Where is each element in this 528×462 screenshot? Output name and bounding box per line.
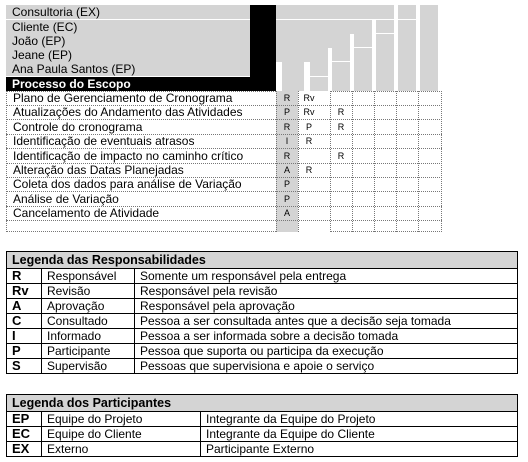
legend-code: A [7,299,42,314]
participant-label-4: Jeane (EP) [12,48,73,62]
activity-row [6,177,442,191]
legend-description: Somente um responsável pela entrega [135,269,518,284]
participant-legend-title: Legenda dos Participantes [7,395,518,412]
legend-name: Responsável [42,269,135,284]
responsibility-legend-row [7,344,518,359]
legend-code: I [7,329,42,344]
activity-row [6,134,442,148]
responsibility-legend-row [7,269,518,284]
legend-name: Consultado [42,314,135,329]
participant-legend-row [7,427,518,442]
responsibility-legend-row [7,314,518,329]
column-drop-1c [282,62,306,91]
responsibility-legend-rows [7,269,518,374]
raci-cell: Rv [303,93,315,103]
participant-label-5: Ana Paula Santos (EP) [12,62,136,76]
activity-label: Plano de Gerenciamento de Cronograma [13,91,233,105]
legend-name: Aprovação [42,299,135,314]
activity-row [6,149,442,163]
legend-header-row [7,395,518,412]
legend-code: S [7,359,42,374]
activity-row [6,192,442,206]
legend-name: Participante [42,344,135,359]
legend-description: Responsável pela aprovação [135,299,518,314]
activity-row [6,105,442,119]
row-divider [6,220,442,221]
legend-description: Participante Externo [201,442,518,457]
raci-cell: R [337,122,345,132]
participant-legend-rows [7,412,518,457]
raci-cell: P [283,179,290,189]
participant-label-1: Consultoria (EX) [12,5,101,19]
activity-label: Alteração das Datas Planejadas [13,163,184,177]
responsibility-legend-row [7,284,518,299]
column-drop-1 [310,77,328,91]
raci-cell: R [337,151,345,161]
raci-cell: R [283,151,291,161]
legend-code: EC [7,427,42,442]
raci-cell: A [283,208,290,218]
legend-name: Equipe do Projeto [42,412,201,427]
legend-code: P [7,344,42,359]
raci-cell: R [283,122,291,132]
legend-description: Responsável pela revisão [135,284,518,299]
activity-row [6,120,442,134]
legend-code: C [7,314,42,329]
legend-name: Supervisão [42,359,135,374]
legend-description: Pessoa que suporta ou participa da execução [135,344,518,359]
responsibility-legend-row [7,359,518,374]
participant-legend-row [7,442,518,457]
raci-cell: P [305,122,312,132]
participant-label-3: João (EP) [12,34,66,48]
legend-description: Pessoas que supervisiona e apoie o serviço [135,359,518,374]
participant-label-2: Cliente (EC) [12,20,78,34]
legend-name: Externo [42,442,201,457]
legend-description: Pessoa a ser consultada antes que a decisão seja tomada [135,314,518,329]
activity-row [6,91,442,105]
column-drop-2b [332,62,350,91]
responsibility-legend-row [7,299,518,314]
activity-row [6,163,442,177]
column-drop-5b [398,20,416,91]
raci-cell: Rv [303,107,315,117]
raci-cell: R [283,93,291,103]
activity-row [6,206,442,220]
responsibility-legend-row [7,329,518,344]
legend-name: Revisão [42,284,135,299]
legend-header-row [7,252,518,269]
activity-label: Identificação de eventuais atrasos [13,134,195,148]
participant-legend-row [7,412,518,427]
activity-label: Atualizações do Andamento das Atividades [13,105,243,119]
legend-code: EX [7,442,42,457]
activity-label: Coleta dos dados para análise de Variação [13,177,242,191]
activity-label: Controle do cronograma [13,120,143,134]
legend-description: Integrante da Equipe do Cliente [201,427,518,442]
legend-code: R [7,269,42,284]
raci-cell: R [337,107,345,117]
legend-description: Pessoa a ser informada sobre a decisão tomada [135,329,518,344]
raci-cell: P [283,107,290,117]
column-drop-4b [376,34,394,91]
legend-code: Rv [7,284,42,299]
legend-description: Integrante da Equipe do Projeto [201,412,518,427]
raci-cell: R [305,136,313,146]
column-drop-3b [354,48,372,91]
white-column-7 [438,5,442,91]
activity-label: Análise de Variação [13,192,119,206]
participant-legend-table [6,394,518,457]
column-drop-6b [420,5,438,91]
activity-label: Cancelamento de Atividade [13,206,160,220]
responsibility-legend-table [6,251,518,374]
responsibility-legend-title: Legenda das Responsabilidades [7,252,518,269]
process-title: Processo do Escopo [6,77,276,91]
raci-cell: R [305,165,313,175]
column-drop-1d [304,62,306,91]
activity-label: Identificação de impacto no caminho crítico [13,149,244,163]
legend-code: EP [7,412,42,427]
raci-cell: I [285,136,289,146]
legend-name: Informado [42,329,135,344]
legend-name: Equipe do Cliente [42,427,201,442]
raci-cell: A [283,165,290,175]
raci-cell: P [283,194,290,204]
